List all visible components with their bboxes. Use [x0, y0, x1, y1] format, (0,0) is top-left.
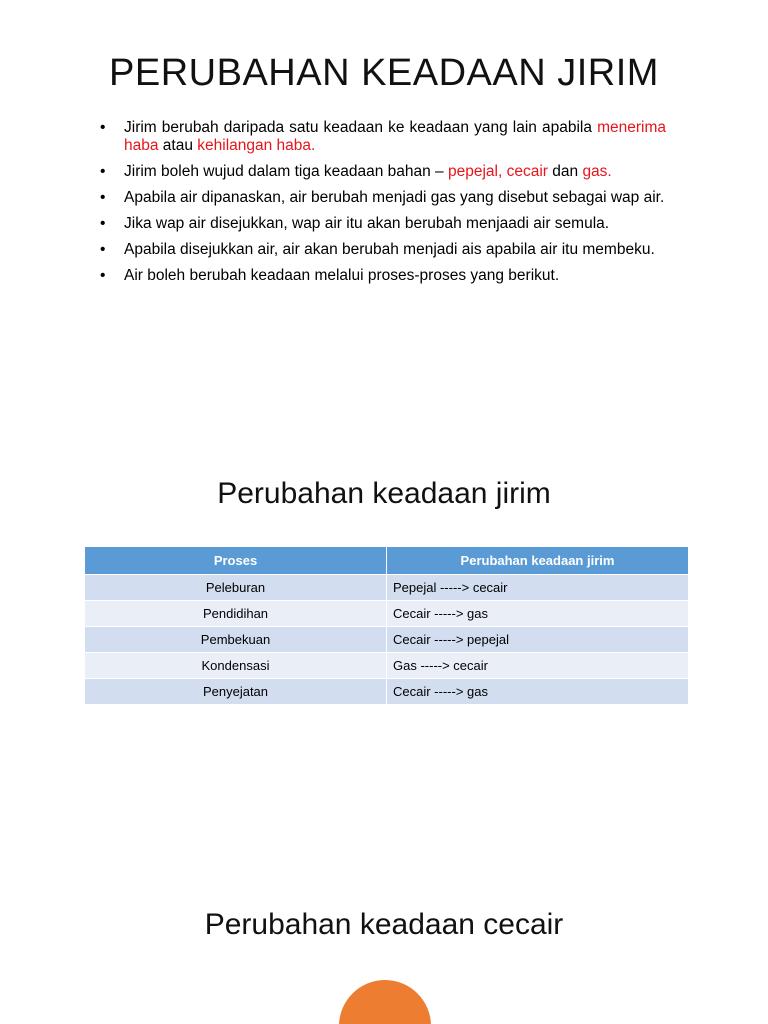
section-title-jirim: Perubahan keadaan jirim: [217, 477, 551, 510]
table-cell-proses: Pendidihan: [85, 601, 387, 627]
bullet-dot-icon: •: [100, 163, 106, 180]
table-row: [85, 601, 689, 627]
bullet-item: [98, 163, 666, 181]
bullet-item: [98, 119, 666, 155]
decorative-circle: [339, 980, 431, 1024]
table-cell-perubahan: Pepejal -----> cecair: [387, 575, 689, 601]
table-cell-proses: Pembekuan: [85, 627, 387, 653]
bullet-dot-icon: •: [100, 241, 106, 258]
table-row: [85, 653, 689, 679]
bullet-text: Jirim boleh wujud dalam tiga keadaan bahan –: [124, 163, 448, 180]
bullet-item: [98, 241, 666, 259]
table-row: [85, 679, 689, 705]
bullet-text: Jirim berubah daripada satu keadaan ke keadaan yang lain apabila: [124, 119, 598, 136]
table-header-row: [85, 547, 689, 575]
bullet-dot-icon: •: [100, 189, 106, 206]
bullet-highlight: pepejal, cecair: [448, 163, 548, 180]
bullet-item: [98, 215, 666, 233]
table-cell-perubahan: Cecair -----> pepejal: [387, 627, 689, 653]
bullet-text: atau: [158, 137, 198, 154]
column-header-proses: Proses: [85, 547, 387, 575]
table-cell-perubahan: Gas -----> cecair: [387, 653, 689, 679]
bullet-text: Apabila disejukkan air, air akan berubah menjadi ais apabila air itu membeku.: [124, 241, 655, 258]
bullet-text: Jika wap air disejukkan, wap air itu akan berubah menjaadi air semula.: [124, 215, 610, 232]
table-cell-perubahan: Cecair -----> gas: [387, 679, 689, 705]
bullet-text: Air boleh berubah keadaan melalui proses-proses yang berikut.: [124, 267, 560, 284]
bullet-dot-icon: •: [100, 215, 106, 232]
bullet-highlight: kehilangan haba.: [197, 137, 316, 154]
table-cell-proses: Penyejatan: [85, 679, 387, 705]
table-row: [85, 627, 689, 653]
table-row: [85, 575, 689, 601]
table-cell-perubahan: Cecair -----> gas: [387, 601, 689, 627]
bullet-text: Apabila air dipanaskan, air berubah menjadi gas yang disebut sebagai wap air.: [124, 189, 665, 206]
column-header-perubahan: Perubahan keadaan jirim: [387, 547, 689, 575]
bullet-list: [98, 119, 666, 293]
table-cell-proses: Kondensasi: [85, 653, 387, 679]
section-title-cecair: Perubahan keadaan cecair: [204, 908, 564, 941]
bullet-highlight: menerima haba: [124, 119, 666, 154]
bullet-item: [98, 267, 666, 285]
table-cell-proses: Peleburan: [85, 575, 387, 601]
bullet-item: [98, 189, 666, 207]
bullet-dot-icon: •: [100, 267, 106, 284]
bullet-text: dan: [547, 163, 583, 180]
process-table: [85, 547, 689, 704]
bullet-highlight: gas.: [582, 163, 612, 180]
main-title: PERUBAHAN KEADAAN JIRIM: [109, 52, 659, 94]
bullet-dot-icon: •: [100, 119, 106, 136]
